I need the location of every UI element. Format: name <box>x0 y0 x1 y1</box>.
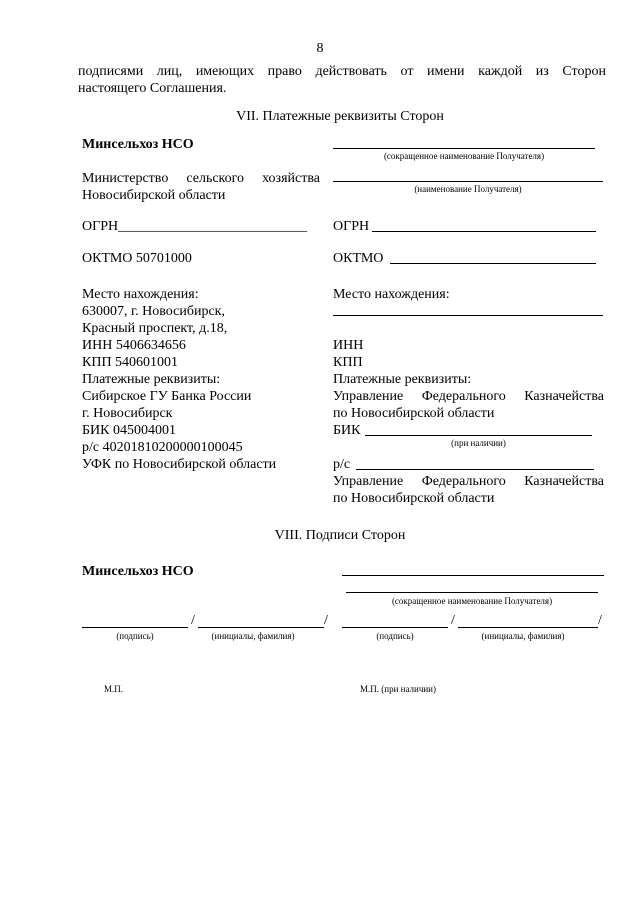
right-bik-line[interactable] <box>365 435 592 436</box>
right-payment-label: Платежные реквизиты: <box>333 372 472 387</box>
intro-word: имени <box>427 64 465 79</box>
left-location-label: Место нахождения: <box>82 287 199 302</box>
section-7-title: VII. Платежные реквизиты Сторон <box>236 109 444 124</box>
recipient-short-name-line[interactable] <box>333 148 595 149</box>
left-signature-line[interactable] <box>82 627 188 628</box>
word: Управление <box>333 389 404 404</box>
hint-name: (наименование Получателя) <box>414 184 522 194</box>
recipient-name-line[interactable] <box>333 181 603 182</box>
hint-short-name: (сокращенное наименование Получателя) <box>383 151 545 161</box>
right-signature-slash: / <box>451 613 455 628</box>
left-org-full-line-1 <box>82 170 320 187</box>
left-org-short: Минсельхоз НСО <box>82 137 194 152</box>
word: Федерального <box>421 474 506 489</box>
right-ogrn-label: ОГРН <box>333 219 370 234</box>
left-payment-label: Платежные реквизиты: <box>82 372 221 387</box>
section-8-title: VIII. Подписи Сторон <box>274 528 406 543</box>
right-account-label: р/с <box>333 457 351 472</box>
intro-line-2: настоящего Соглашения. <box>78 81 227 96</box>
left-account: р/с 40201810200000100045 <box>82 440 243 455</box>
right-bik-label: БИК <box>333 423 361 438</box>
intro-word: право <box>267 64 302 79</box>
left-city: г. Новосибирск <box>82 406 173 421</box>
right-location-label: Место нахождения: <box>333 287 450 302</box>
right-oktmo-line[interactable] <box>390 263 596 264</box>
right-inn: ИНН <box>333 338 364 353</box>
word: Министерство <box>82 171 169 186</box>
intro-word: каждой <box>478 64 523 79</box>
sign-right-org-line-1[interactable] <box>342 575 604 576</box>
intro-word: из <box>535 64 549 79</box>
stamp-right: М.П. (при наличии) <box>360 684 436 694</box>
left-address-1: 630007, г. Новосибирск, <box>82 304 225 319</box>
stamp-left: М.П. <box>104 684 124 694</box>
intro-line-1 <box>78 63 606 80</box>
sign-right-org-line-2[interactable] <box>346 592 598 593</box>
left-initials-slash: / <box>324 613 328 628</box>
intro-word: подписями <box>78 64 144 79</box>
hint-if-any: (при наличии) <box>451 438 506 448</box>
left-initials-line[interactable] <box>198 627 324 628</box>
sign-hint-short-name: (сокращенное наименование Получателя) <box>391 596 553 606</box>
right-hint-signature: (подпись) <box>376 631 414 641</box>
left-hint-initials: (инициалы, фамилия) <box>211 631 295 641</box>
left-signature-slash: / <box>191 613 195 628</box>
left-inn: ИНН 5406634656 <box>82 338 186 353</box>
right-account-line[interactable] <box>356 469 594 470</box>
right-treasury-2-line-2: по Новосибирской области <box>333 491 495 506</box>
left-ogrn: ОГРН___________________________ <box>82 219 308 234</box>
intro-word: действовать <box>315 64 387 79</box>
word: Управление <box>333 474 404 489</box>
right-treasury-2-line-1 <box>333 473 604 490</box>
right-oktmo-label: ОКТМО <box>333 251 384 266</box>
page-number: 8 <box>316 41 324 56</box>
intro-word: от <box>400 64 414 79</box>
right-hint-initials: (инициалы, фамилия) <box>481 631 565 641</box>
left-ufk: УФК по Новосибирской области <box>82 457 277 472</box>
word: Казначейства <box>524 474 604 489</box>
word: хозяйства <box>262 171 320 186</box>
word: Федерального <box>421 389 506 404</box>
right-treasury-1-line-2: по Новосибирской области <box>333 406 495 421</box>
word: Казначейства <box>524 389 604 404</box>
left-org-full-line-2: Новосибирской области <box>82 188 226 203</box>
right-initials-line[interactable] <box>458 627 598 628</box>
right-treasury-1-line-1 <box>333 388 604 405</box>
word: сельского <box>186 171 245 186</box>
intro-word: имеющих <box>195 64 255 79</box>
right-ogrn-line[interactable] <box>372 231 596 232</box>
left-oktmo: ОКТМО 50701000 <box>82 251 192 266</box>
right-location-line[interactable] <box>333 315 603 316</box>
right-kpp: КПП <box>333 355 363 370</box>
intro-word: лиц, <box>156 64 183 79</box>
intro-word: Сторон <box>562 64 606 79</box>
left-kpp: КПП 540601001 <box>82 355 179 370</box>
left-bank: Сибирское ГУ Банка России <box>82 389 252 404</box>
right-initials-slash: / <box>598 613 602 628</box>
right-signature-line[interactable] <box>342 627 448 628</box>
sign-left-org: Минсельхоз НСО <box>82 564 194 579</box>
left-address-2: Красный проспект, д.18, <box>82 321 228 336</box>
left-bik: БИК 045004001 <box>82 423 176 438</box>
left-hint-signature: (подпись) <box>116 631 154 641</box>
